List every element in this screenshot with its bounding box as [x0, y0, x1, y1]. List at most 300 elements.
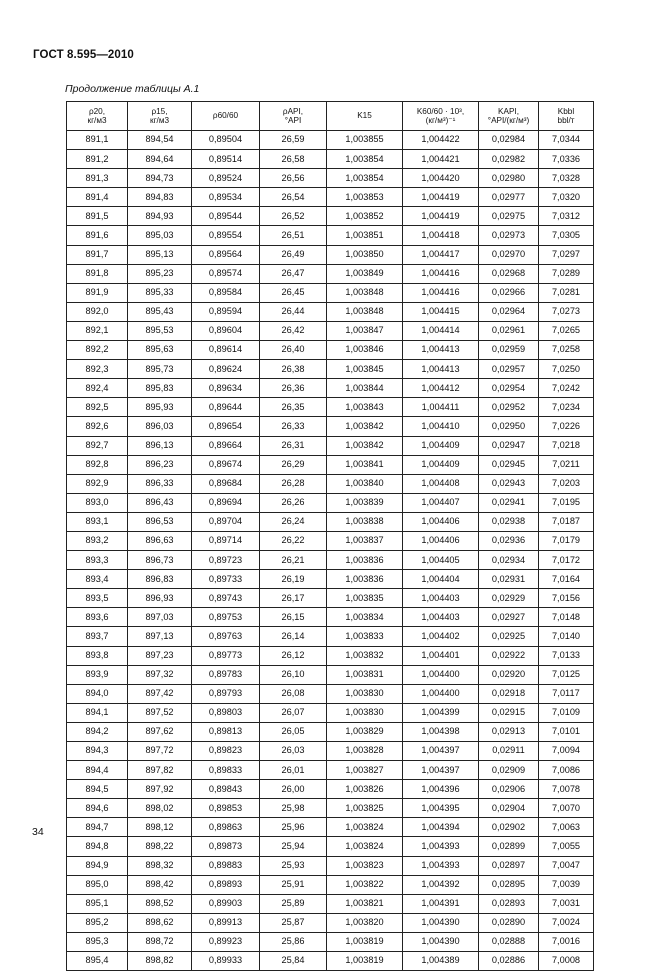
column-header-unit: °API	[284, 116, 302, 125]
table-cell: 26,10	[260, 665, 327, 684]
table-cell: 0,02938	[479, 512, 539, 531]
table-row	[67, 245, 594, 264]
table-cell: 7,0305	[539, 226, 594, 245]
table-cell: 26,49	[260, 245, 327, 264]
table-cell: 25,93	[260, 856, 327, 875]
table-cell: 1,004402	[403, 627, 479, 646]
table-cell: 1,004391	[403, 894, 479, 913]
table-cell: 0,89684	[192, 474, 260, 493]
table-cell: 0,89674	[192, 455, 260, 474]
table-row	[67, 169, 594, 188]
table-row	[67, 531, 594, 550]
table-cell: 896,83	[128, 570, 192, 589]
table-cell: 0,89624	[192, 360, 260, 379]
table-cell: 0,02918	[479, 684, 539, 703]
table-cell: 894,5	[67, 780, 128, 799]
table-cell: 897,92	[128, 780, 192, 799]
table-cell: 1,003843	[327, 398, 403, 417]
table-cell: 7,0031	[539, 894, 594, 913]
table-cell: 1,003845	[327, 360, 403, 379]
table-cell: 26,31	[260, 436, 327, 455]
table-cell: 1,004401	[403, 646, 479, 665]
table-cell: 26,01	[260, 761, 327, 780]
table-cell: 1,004390	[403, 913, 479, 932]
table-cell: 1,004408	[403, 474, 479, 493]
column-header-unit: (кг/м³)⁻¹	[425, 116, 456, 125]
table-cell: 26,21	[260, 551, 327, 570]
table-cell: 7,0094	[539, 742, 594, 761]
table-cell: 1,003819	[327, 932, 403, 951]
table-cell: 1,003854	[327, 169, 403, 188]
table-cell: 896,43	[128, 493, 192, 512]
column-header	[260, 102, 327, 131]
table-cell: 1,003824	[327, 818, 403, 837]
column-header-symbol: K60/60 · 10³,	[416, 106, 465, 116]
table-cell: 7,0281	[539, 283, 594, 302]
table-cell: 7,0242	[539, 379, 594, 398]
table-cell: 7,0039	[539, 875, 594, 894]
table-cell: 1,004410	[403, 417, 479, 436]
table-row	[67, 379, 594, 398]
table-cell: 0,02980	[479, 169, 539, 188]
table-cell: 1,004416	[403, 283, 479, 302]
table-cell: 0,89893	[192, 875, 260, 894]
table-cell: 1,003825	[327, 799, 403, 818]
column-header-symbol: K15	[357, 111, 372, 121]
table-cell: 895,73	[128, 360, 192, 379]
table-cell: 0,89863	[192, 818, 260, 837]
table-cell: 898,52	[128, 894, 192, 913]
table-row	[67, 302, 594, 321]
table-cell: 1,003841	[327, 455, 403, 474]
table-cell: 7,0078	[539, 780, 594, 799]
data-table	[66, 101, 594, 971]
table-cell: 1,004394	[403, 818, 479, 837]
table-cell: 894,1	[67, 703, 128, 722]
table-row	[67, 226, 594, 245]
table-cell: 1,004415	[403, 302, 479, 321]
table-cell: 898,82	[128, 952, 192, 971]
document-standard-title: ГОСТ 8.595—2010	[33, 49, 134, 61]
table-cell: 1,004390	[403, 932, 479, 951]
table-cell: 0,02973	[479, 226, 539, 245]
table-cell: 896,63	[128, 531, 192, 550]
table-cell: 893,7	[67, 627, 128, 646]
column-header	[128, 102, 192, 131]
table-row	[67, 360, 594, 379]
table-cell: 1,003849	[327, 264, 403, 283]
table-cell: 0,89923	[192, 932, 260, 951]
table-cell: 1,003847	[327, 321, 403, 340]
table-row	[67, 321, 594, 340]
table-cell: 1,004416	[403, 264, 479, 283]
table-cell: 1,004417	[403, 245, 479, 264]
table-cell: 25,94	[260, 837, 327, 856]
table-cell: 895,53	[128, 321, 192, 340]
table-cell: 0,89524	[192, 169, 260, 188]
table-cell: 0,02909	[479, 761, 539, 780]
table-cell: 0,89773	[192, 646, 260, 665]
table-cell: 0,02911	[479, 742, 539, 761]
table-cell: 7,0211	[539, 455, 594, 474]
table-cell: 0,02902	[479, 818, 539, 837]
table-cell: 0,02957	[479, 360, 539, 379]
table-cell: 1,004395	[403, 799, 479, 818]
table-cell: 7,0344	[539, 131, 594, 150]
page-number: 34	[32, 826, 44, 838]
table-cell: 26,33	[260, 417, 327, 436]
table-cell: 26,59	[260, 131, 327, 150]
table-cell: 892,8	[67, 455, 128, 474]
table-cell: 894,93	[128, 207, 192, 226]
table-row	[67, 283, 594, 302]
table-cell: 0,02904	[479, 799, 539, 818]
table-cell: 0,89564	[192, 245, 260, 264]
table-cell: 895,4	[67, 952, 128, 971]
table-cell: 1,004393	[403, 856, 479, 875]
table-cell: 7,0203	[539, 474, 594, 493]
column-header-symbol: ρ20,	[88, 106, 106, 116]
column-header	[327, 102, 403, 131]
table-cell: 898,02	[128, 799, 192, 818]
table-cell: 893,4	[67, 570, 128, 589]
table-cell: 892,6	[67, 417, 128, 436]
table-row	[67, 417, 594, 436]
table-body	[67, 131, 594, 971]
table-cell: 0,02897	[479, 856, 539, 875]
table-cell: 895,23	[128, 264, 192, 283]
table-cell: 7,0117	[539, 684, 594, 703]
table-cell: 894,8	[67, 837, 128, 856]
table-cell: 7,0024	[539, 913, 594, 932]
table-cell: 891,5	[67, 207, 128, 226]
table-cell: 1,003829	[327, 722, 403, 741]
table-cell: 1,003822	[327, 875, 403, 894]
table-cell: 894,83	[128, 188, 192, 207]
table-cell: 894,4	[67, 761, 128, 780]
table-cell: 0,02959	[479, 341, 539, 360]
table-cell: 892,2	[67, 341, 128, 360]
table-cell: 894,6	[67, 799, 128, 818]
table-cell: 0,02943	[479, 474, 539, 493]
table-cell: 891,2	[67, 150, 128, 169]
table-row	[67, 627, 594, 646]
table-cell: 26,29	[260, 455, 327, 474]
table-cell: 1,004400	[403, 684, 479, 703]
table-cell: 898,42	[128, 875, 192, 894]
table-cell: 26,52	[260, 207, 327, 226]
table-cell: 894,64	[128, 150, 192, 169]
column-header-symbol: KAPI,	[498, 106, 519, 116]
table-cell: 1,004418	[403, 226, 479, 245]
column-header-unit: кг/м3	[87, 116, 107, 125]
table-row	[67, 780, 594, 799]
table-cell: 1,003855	[327, 131, 403, 150]
table-cell: 0,02970	[479, 245, 539, 264]
table-cell: 1,003830	[327, 703, 403, 722]
table-cell: 1,003842	[327, 436, 403, 455]
table-cell: 1,004420	[403, 169, 479, 188]
table-cell: 1,003826	[327, 780, 403, 799]
table-cell: 893,1	[67, 512, 128, 531]
table-cell: 896,03	[128, 417, 192, 436]
table-cell: 897,82	[128, 761, 192, 780]
table-cell: 894,0	[67, 684, 128, 703]
table-cell: 7,0140	[539, 627, 594, 646]
table-cell: 0,02954	[479, 379, 539, 398]
table-cell: 26,38	[260, 360, 327, 379]
table-cell: 26,28	[260, 474, 327, 493]
table-cell: 0,89654	[192, 417, 260, 436]
table-row	[67, 761, 594, 780]
table-cell: 894,54	[128, 131, 192, 150]
table-cell: 898,72	[128, 932, 192, 951]
table-cell: 7,0086	[539, 761, 594, 780]
table-cell: 1,003837	[327, 531, 403, 550]
table-cell: 1,003851	[327, 226, 403, 245]
table-cell: 7,0109	[539, 703, 594, 722]
table-cell: 898,22	[128, 837, 192, 856]
table-cell: 1,004413	[403, 360, 479, 379]
table-cell: 891,9	[67, 283, 128, 302]
table-cell: 7,0336	[539, 150, 594, 169]
table-row	[67, 264, 594, 283]
table-cell: 0,02922	[479, 646, 539, 665]
column-header-symbol: ρ60/60	[212, 111, 239, 121]
table-cell: 892,9	[67, 474, 128, 493]
table-cell: 26,45	[260, 283, 327, 302]
table-cell: 7,0250	[539, 360, 594, 379]
table-cell: 893,3	[67, 551, 128, 570]
table-row	[67, 188, 594, 207]
table-cell: 7,0148	[539, 608, 594, 627]
table-cell: 7,0312	[539, 207, 594, 226]
table-row	[67, 818, 594, 837]
table-cell: 0,02964	[479, 302, 539, 321]
table-cell: 0,02982	[479, 150, 539, 169]
table-cell: 25,96	[260, 818, 327, 837]
table-cell: 893,5	[67, 589, 128, 608]
table-cell: 26,15	[260, 608, 327, 627]
table-cell: 7,0226	[539, 417, 594, 436]
table-row	[67, 436, 594, 455]
column-header	[67, 102, 128, 131]
table-row	[67, 608, 594, 627]
table-cell: 25,87	[260, 913, 327, 932]
table-cell: 895,63	[128, 341, 192, 360]
table-cell: 1,004399	[403, 703, 479, 722]
table-cell: 897,42	[128, 684, 192, 703]
table-row	[67, 952, 594, 971]
table-cell: 7,0164	[539, 570, 594, 589]
table-cell: 891,7	[67, 245, 128, 264]
table-cell: 895,83	[128, 379, 192, 398]
table-cell: 1,004398	[403, 722, 479, 741]
table-row	[67, 703, 594, 722]
table-cell: 7,0273	[539, 302, 594, 321]
table-cell: 893,6	[67, 608, 128, 627]
table-cell: 1,004422	[403, 131, 479, 150]
column-header-symbol: ρAPI,	[282, 106, 304, 116]
table-cell: 25,86	[260, 932, 327, 951]
table-cell: 0,89903	[192, 894, 260, 913]
table-cell: 0,89644	[192, 398, 260, 417]
table-cell: 7,0258	[539, 341, 594, 360]
table-cell: 0,02890	[479, 913, 539, 932]
table-cell: 0,02941	[479, 493, 539, 512]
table-cell: 896,13	[128, 436, 192, 455]
column-header	[403, 102, 479, 131]
table-cell: 1,004421	[403, 150, 479, 169]
table-cell: 26,17	[260, 589, 327, 608]
table-cell: 0,02961	[479, 321, 539, 340]
table-cell: 7,0265	[539, 321, 594, 340]
table-cell: 0,89843	[192, 780, 260, 799]
table-cell: 1,003834	[327, 608, 403, 627]
table-cell: 895,03	[128, 226, 192, 245]
table-cell: 0,89504	[192, 131, 260, 150]
table-cell: 1,004412	[403, 379, 479, 398]
table-cell: 0,02968	[479, 264, 539, 283]
table-row	[67, 665, 594, 684]
table-cell: 896,33	[128, 474, 192, 493]
table-row	[67, 875, 594, 894]
table-cell: 25,84	[260, 952, 327, 971]
table-cell: 1,004403	[403, 608, 479, 627]
table-cell: 892,7	[67, 436, 128, 455]
table-cell: 25,98	[260, 799, 327, 818]
table-cell: 1,003848	[327, 283, 403, 302]
table-row	[67, 131, 594, 150]
table-cell: 1,003836	[327, 570, 403, 589]
table-cell: 895,1	[67, 894, 128, 913]
table-cell: 26,14	[260, 627, 327, 646]
table-cell: 1,003833	[327, 627, 403, 646]
table-cell: 26,22	[260, 531, 327, 550]
table-cell: 892,1	[67, 321, 128, 340]
table-cell: 1,003854	[327, 150, 403, 169]
table-cell: 7,0156	[539, 589, 594, 608]
table-cell: 7,0328	[539, 169, 594, 188]
table-cell: 892,3	[67, 360, 128, 379]
table-cell: 1,003850	[327, 245, 403, 264]
table-cell: 0,02984	[479, 131, 539, 150]
table-cell: 895,33	[128, 283, 192, 302]
table-cell: 1,003828	[327, 742, 403, 761]
table-cell: 1,004406	[403, 531, 479, 550]
table-cell: 0,02950	[479, 417, 539, 436]
table-cell: 0,89933	[192, 952, 260, 971]
table-cell: 0,89604	[192, 321, 260, 340]
table-cell: 893,9	[67, 665, 128, 684]
column-header	[539, 102, 594, 131]
table-cell: 0,89883	[192, 856, 260, 875]
table-cell: 26,44	[260, 302, 327, 321]
table-cell: 897,13	[128, 627, 192, 646]
table-cell: 1,004413	[403, 341, 479, 360]
table-row	[67, 341, 594, 360]
table-cell: 0,89594	[192, 302, 260, 321]
column-header	[479, 102, 539, 131]
table-cell: 7,0195	[539, 493, 594, 512]
table-cell: 26,58	[260, 150, 327, 169]
table-cell: 893,2	[67, 531, 128, 550]
table-cell: 7,0063	[539, 818, 594, 837]
table-cell: 26,54	[260, 188, 327, 207]
table-cell: 0,02966	[479, 283, 539, 302]
table-cell: 1,004403	[403, 589, 479, 608]
table-row	[67, 856, 594, 875]
table-cell: 895,2	[67, 913, 128, 932]
header-row	[67, 102, 594, 131]
table-cell: 1,003848	[327, 302, 403, 321]
column-header-symbol: Kbbl	[557, 106, 575, 116]
table-cell: 896,93	[128, 589, 192, 608]
table-cell: 1,004393	[403, 837, 479, 856]
table-cell: 7,0133	[539, 646, 594, 665]
table-row	[67, 684, 594, 703]
table-cell: 1,004409	[403, 455, 479, 474]
table-cell: 0,02925	[479, 627, 539, 646]
table-cell: 0,02895	[479, 875, 539, 894]
table-cell: 1,003836	[327, 551, 403, 570]
table-cell: 897,62	[128, 722, 192, 741]
table-cell: 1,003830	[327, 684, 403, 703]
table-cell: 894,9	[67, 856, 128, 875]
table-cell: 0,02888	[479, 932, 539, 951]
table-cell: 1,003839	[327, 493, 403, 512]
table-cell: 1,003852	[327, 207, 403, 226]
table-row	[67, 894, 594, 913]
table-row	[67, 742, 594, 761]
table-cell: 0,02947	[479, 436, 539, 455]
table-row	[67, 646, 594, 665]
table-row	[67, 150, 594, 169]
table-cell: 0,89544	[192, 207, 260, 226]
table-cell: 0,89823	[192, 742, 260, 761]
table-cell: 0,89534	[192, 188, 260, 207]
table-cell: 1,004419	[403, 207, 479, 226]
table-row	[67, 455, 594, 474]
table-cell: 0,89694	[192, 493, 260, 512]
table-cell: 895,43	[128, 302, 192, 321]
table-cell: 0,89704	[192, 512, 260, 531]
table-cell: 1,003840	[327, 474, 403, 493]
column-header	[192, 102, 260, 131]
table-row	[67, 512, 594, 531]
table-cell: 0,89514	[192, 150, 260, 169]
table-cell: 1,003838	[327, 512, 403, 531]
table-cell: 1,004392	[403, 875, 479, 894]
table-cell: 0,89714	[192, 531, 260, 550]
table-cell: 897,72	[128, 742, 192, 761]
table-cell: 894,73	[128, 169, 192, 188]
table-row	[67, 913, 594, 932]
column-header-symbol: ρ15,	[151, 106, 168, 116]
table-cell: 7,0047	[539, 856, 594, 875]
table-cell: 0,89833	[192, 761, 260, 780]
table-cell: 0,02893	[479, 894, 539, 913]
column-header-unit: bbl/т	[557, 116, 575, 125]
table-cell: 0,89853	[192, 799, 260, 818]
table-cell: 0,89664	[192, 436, 260, 455]
table-cell: 7,0101	[539, 722, 594, 741]
table-row	[67, 474, 594, 493]
table-cell: 26,35	[260, 398, 327, 417]
table-cell: 894,7	[67, 818, 128, 837]
table-caption: Продолжение таблицы А.1	[65, 83, 200, 95]
table-cell: 0,02899	[479, 837, 539, 856]
